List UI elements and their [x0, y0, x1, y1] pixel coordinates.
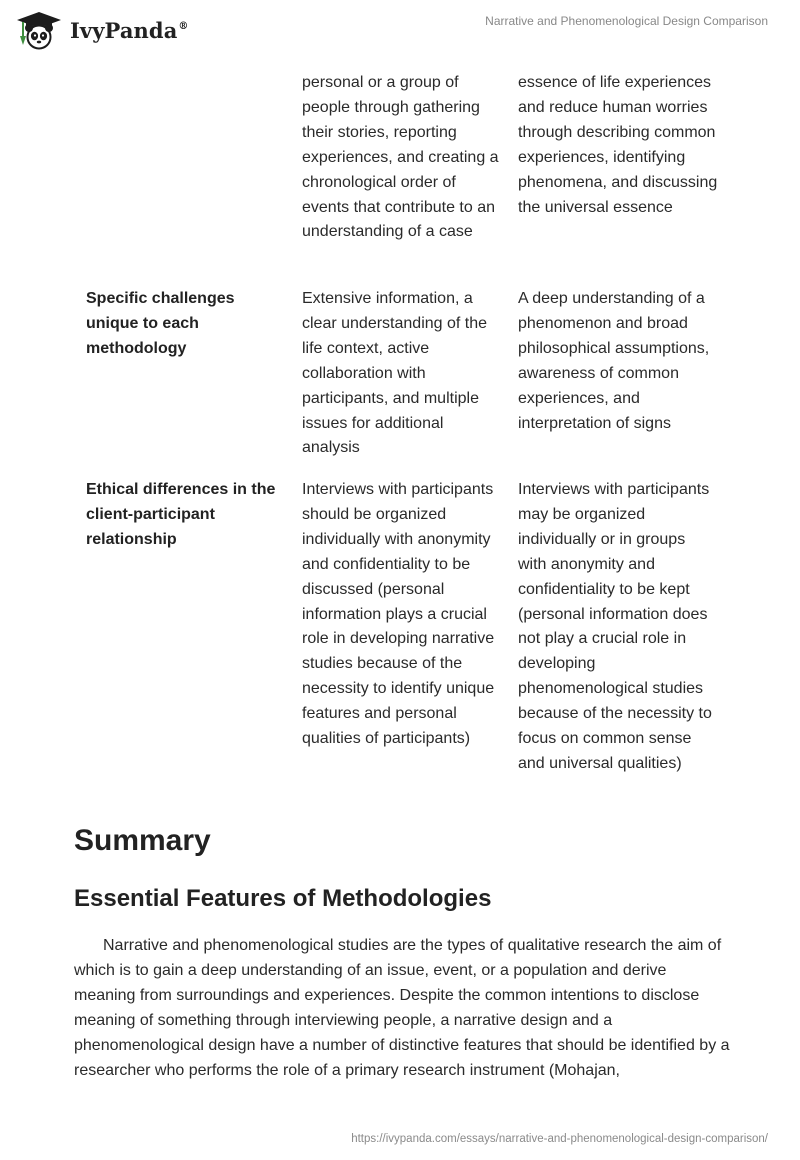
table-row-label: Ethical differences in the client-participant relationship — [86, 481, 276, 548]
table-cell-phenomenological: Interviews with participants may be organized individually or in groups with anonymity and confidentiality to be kept (personal information does not play a crucial role in developing phenomenological studies because of the necessity to focus on common sense and universal qualities) — [518, 481, 712, 772]
table-cell-phenomenological: A deep understanding of a phenomenon and broad philosophical assumptions, awareness of common experiences, and interpretation of signs — [518, 290, 710, 432]
table-cell-phenomenological: essence of life experiences and reduce human worries through describing common experiences, identifying phenomena, and discussing the universal essence — [518, 74, 718, 216]
panda-logo-icon — [14, 9, 64, 51]
page-header — [0, 0, 800, 60]
section-subheading: Essential Features of Methodologies — [74, 885, 492, 912]
body-paragraph: Narrative and phenomenological studies are the types of qualitative research the aim of which is to gain a deep understanding of an issue, event, or a population and derive meaning from surroundings and experiences. Despite the common intentions to disclose meaning of something through interviewing people, a narrative design and a phenomenological design have a number of distinctive features that should be identified by a researcher who performs the role of a primary research instrument (Mohajan, — [74, 937, 730, 1079]
table-row-label: Specific challenges unique to each methodology — [86, 290, 235, 357]
summary-heading: Summary — [74, 824, 211, 857]
source-url[interactable]: https://ivypanda.com/essays/narrative-and-phenomenological-design-comparison/ — [351, 1133, 768, 1145]
table-cell-narrative: Extensive information, a clear understanding of the life context, active collaboration with participants, and multiple issues for additional analysis — [302, 290, 488, 457]
table-cell-narrative: personal or a group of people through gathering their stories, reporting experiences, and creating a chronological order of events that contribute to an understanding of a case — [302, 74, 499, 241]
document-title: Narrative and Phenomenological Design Comparison — [485, 14, 768, 28]
logo[interactable] — [14, 9, 189, 51]
brand-name: IvyPanda® — [70, 17, 189, 43]
table-cell-narrative: Interviews with participants should be organized individually with anonymity and confidentiality to be discussed (personal information plays a crucial role in developing narrative studies because of the necessity to identify unique features and personal qualities of participants) — [302, 481, 495, 748]
